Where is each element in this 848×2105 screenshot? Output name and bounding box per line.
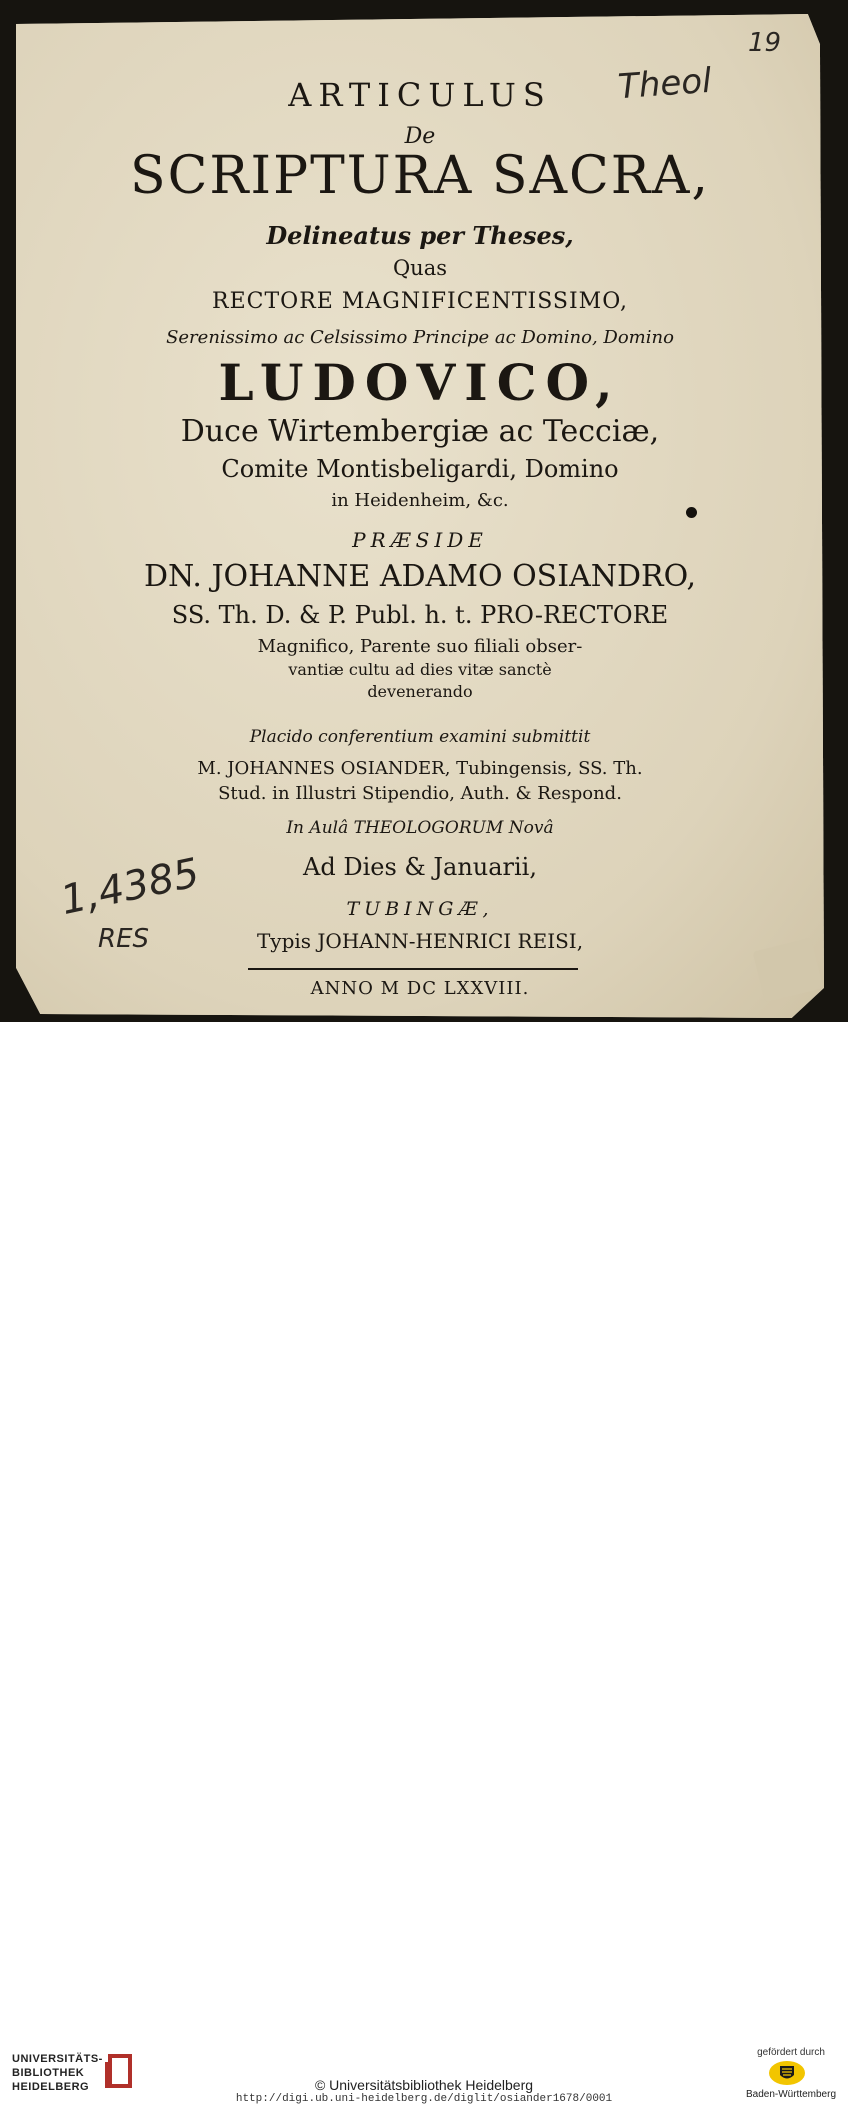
handwritten-shelfmark: 1,4385 [56,849,204,925]
text-typis: Typis JOHANN-HENRICI REISI, [256,929,584,953]
scan-background [0,0,848,1022]
text-rectore: RECTORE MAGNIFICENTISSIMO, [212,289,628,314]
text-johannes-osiander: M. JOHANNES OSIANDER, Tubingensis, SS. Th. [197,758,643,779]
title-scriptura-sacra: SCRIPTURA SACRA, [129,146,711,206]
baden-wuerttemberg-crest-icon [768,2060,806,2086]
text-serenissimo: Serenissimo ac Celsissimo Principe ac Domino, Domino [166,327,674,348]
text-quas: Quas [392,256,448,280]
text-dn-osiandro: DN. JOHANNE ADAMO OSIANDRO, [144,559,696,594]
copyright-notice: © Universitätsbibliothek Heidelberg [314,2077,534,2093]
library-name-line-3: HEIDELBERG [12,2081,90,2093]
title-ludovico: LUDOVICO, [218,353,622,412]
funded-by-label: gefördert durch [757,2047,825,2058]
handwritten-theol: Theol [616,60,713,108]
library-name-line-1: UNIVERSITÄTS- [12,2053,103,2065]
text-tubingae: TUBINGÆ, [346,898,494,920]
text-devenerando: devenerando [367,682,473,701]
text-anno: ANNO M DC LXXVIII. [310,978,530,999]
title-de: De [404,124,436,149]
text-comite: Comite Montisbeligardi, Domino [221,455,619,483]
text-praeside: PRÆSIDE [352,528,488,552]
funder-name: Baden-Württemberg [745,2089,837,2100]
subtitle-delineatus: Delineatus per Theses, [266,221,574,250]
text-placido: Placido conferentium examini submittit [249,727,591,747]
text-aula: In Aulâ THEOLOGORUM Novâ [286,818,554,838]
ink-spot [686,507,697,518]
permalink[interactable]: http://digi.ub.uni-heidelberg.de/diglit/osiander1678/0001 [235,2093,613,2105]
text-stud: Stud. in Illustri Stipendio, Auth. & Respond. [218,783,622,804]
text-magnifico: Magnifico, Parente suo filiali obser- [257,636,583,657]
title-articulus: ARTICULUS [288,76,552,114]
library-footer [0,1022,848,2105]
decorative-rule [248,968,578,970]
text-heidenheim: in Heidenheim, &c. [331,490,509,511]
text-duce: Duce Wirtembergiæ ac Tecciæ, [180,414,660,449]
handwritten-page-number: 19 [748,28,782,58]
handwritten-res: RES [98,924,149,954]
text-ad-dies: Ad Dies & Januarii, [303,853,537,881]
text-vantiae: vantiæ cultu ad dies vitæ sanctè [288,660,552,679]
text-ss-th: SS. Th. D. & P. Publ. h. t. PRO-RECTORE [171,601,669,629]
library-name-line-2: BIBLIOTHEK [12,2067,85,2079]
